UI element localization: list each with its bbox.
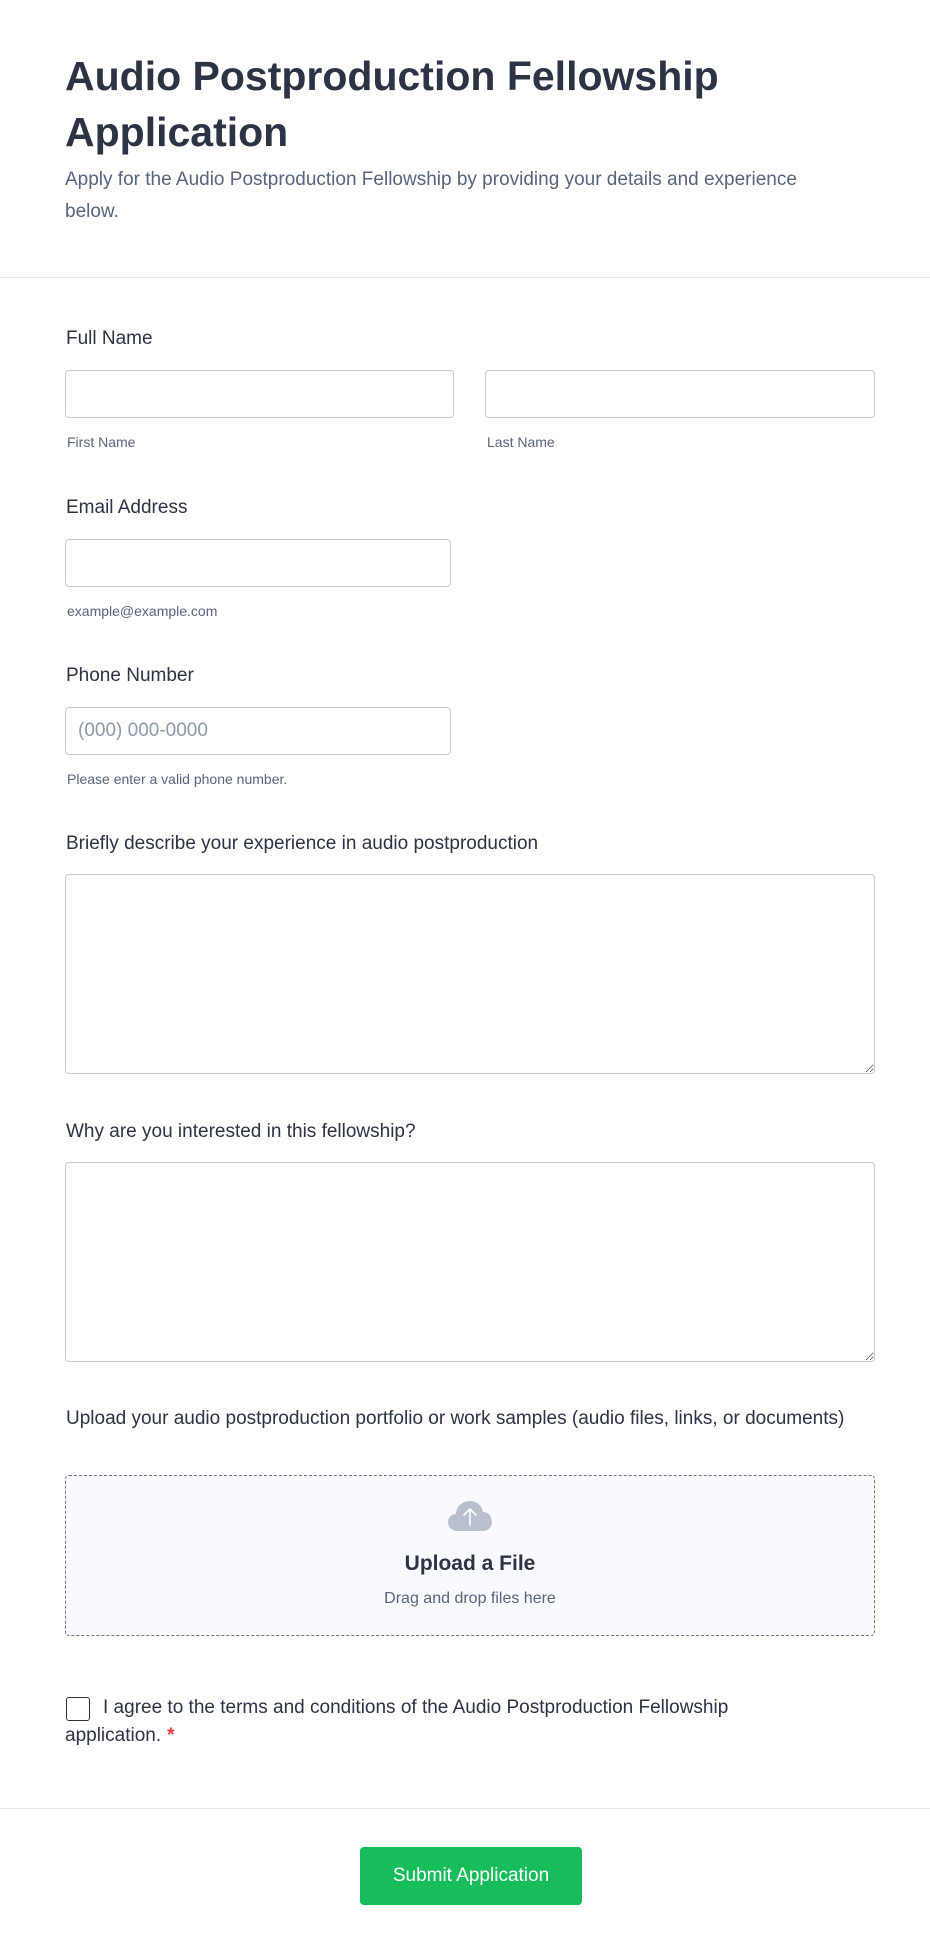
interest-textarea[interactable] [65, 1162, 875, 1362]
experience-label: Briefly describe your experience in audio postproduction [66, 833, 539, 854]
file-dropzone[interactable] [65, 1475, 875, 1636]
interest-label: Why are you interested in this fellowship? [66, 1121, 416, 1142]
phone-sublabel: Please enter a valid phone number. [67, 771, 288, 787]
footer-divider [0, 1808, 930, 1809]
last-name-input[interactable] [485, 370, 875, 418]
phone-label: Phone Number [66, 665, 194, 686]
upload-label: Upload your audio postproduction portfolio or work samples (audio files, links, or documents) [66, 1408, 845, 1429]
email-label: Email Address [66, 497, 188, 518]
email-input[interactable] [65, 539, 451, 587]
experience-textarea[interactable] [65, 874, 875, 1074]
page-subtitle: Apply for the Audio Postproduction Fellowship by providing your details and experience below. [65, 169, 797, 222]
upload-subtitle: Drag and drop files here [384, 1590, 556, 1607]
last-name-sublabel: Last Name [487, 434, 555, 450]
phone-input[interactable] [65, 707, 451, 755]
cloud-upload-icon [447, 1500, 493, 1532]
required-mark: * [167, 1725, 175, 1746]
terms-text: I agree to the terms and conditions of the Audio Postproduction Fellowship application. [65, 1697, 729, 1746]
email-sublabel: example@example.com [67, 603, 218, 619]
first-name-sublabel: First Name [67, 434, 136, 450]
upload-title: Upload a File [404, 1552, 536, 1575]
header-divider [0, 277, 930, 278]
submit-button[interactable]: Submit Application [360, 1847, 582, 1905]
page-title: Audio Postproduction Fellowship Application [65, 53, 719, 155]
full-name-label: Full Name [66, 328, 153, 349]
terms-label [65, 1694, 785, 1750]
first-name-input[interactable] [65, 370, 454, 418]
